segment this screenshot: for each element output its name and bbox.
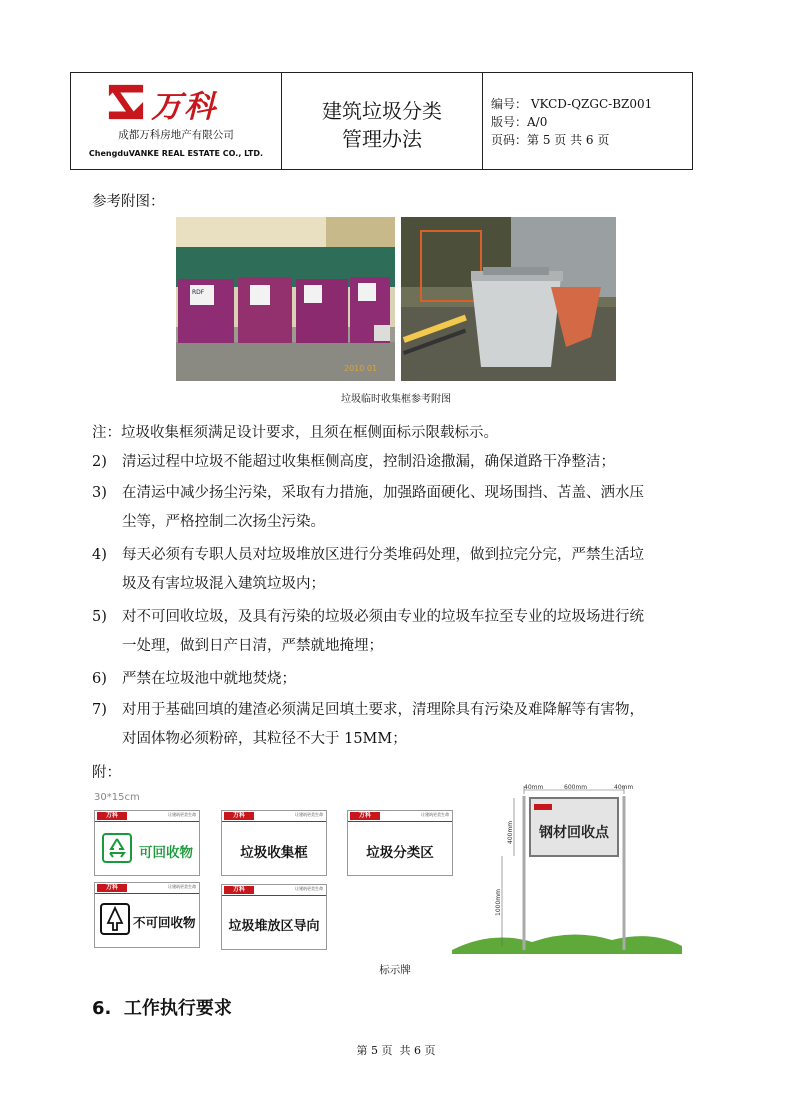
dim-top-right: 40mm [614, 784, 634, 791]
bin-photo-right [401, 217, 616, 381]
photo-timestamp: 2010 01 [344, 364, 378, 373]
title-line-2: 管理办法 [342, 127, 422, 151]
page-footer: 第 5 页 共 6 页 [356, 1044, 436, 1057]
sign-logo: 万科 [97, 884, 127, 892]
section-heading: 6. 工作执行要求 [92, 998, 232, 1019]
vanke-logo-icon [107, 83, 145, 121]
sign-header-text: 让建筑更美生命 [168, 812, 196, 817]
document-header [70, 72, 693, 170]
board-text: 钢材回收点 [539, 825, 609, 841]
item-number: 4) [92, 547, 107, 563]
title-cell [282, 73, 483, 169]
title-line-1: 建筑垃圾分类 [322, 99, 442, 123]
dim-top-mid: 600mm [564, 784, 588, 791]
dim-board-height: 400mm [507, 820, 514, 844]
sign-recyclable [94, 810, 200, 876]
item-line: 对固体物必须粉碎，其粒径不大于 15MM； [122, 731, 407, 747]
meta-cell [483, 73, 692, 169]
item-line: 对不可回收垃圾，及具有污染的垃圾必须由专业的垃圾车拉至专业的垃圾场进行统 [122, 609, 644, 625]
item-number: 5) [92, 609, 107, 625]
dim-pole-height: 1000mm [495, 889, 502, 916]
sign-recyclable-text: 可回收物 [139, 845, 193, 861]
sign-non-recyclable [94, 882, 200, 948]
sign-storage-guide-text: 垃圾堆放区导向 [228, 919, 320, 934]
item-line: 圾及有害垃圾混入建筑垃圾内； [122, 576, 325, 592]
item-line: 严禁在垃圾池中就地焚烧； [122, 671, 296, 687]
sign-collection-frame [221, 810, 327, 876]
item-line: 在清运中减少扬尘污染，采取有力措施，加强路面硬化、现场围挡、苫盖、洒水压 [122, 485, 644, 501]
sign-collection-frame-text: 垃圾收集框 [240, 845, 308, 861]
sign-non-recyclable-text: 不可回收物 [133, 915, 196, 930]
item-number: 6) [92, 671, 107, 687]
company-name-cn: 成都万科房地产有限公司 [118, 129, 234, 141]
sign-header-text: 让建筑更美生命 [168, 884, 196, 889]
sign-sorting-area-text: 垃圾分类区 [366, 845, 434, 861]
reference-label: 参考附图： [92, 194, 165, 210]
item-line: 每天必须有专职人员对垃圾堆放区进行分类堆码处理，做到拉完分完，严禁生活垃 [122, 547, 644, 563]
company-cell [71, 73, 282, 169]
recycle-icon [102, 833, 132, 863]
item-number: 3) [92, 485, 107, 501]
sign-logo: 万科 [224, 812, 254, 820]
logo-text: 万科 [151, 89, 217, 125]
document-code: 编号： VKCD-QZGC-BZ001 [491, 97, 653, 111]
sign-logo: 万科 [350, 812, 380, 820]
sign-logo: 万科 [97, 812, 127, 820]
bin-label-text: RDF [192, 289, 205, 296]
photos-caption: 垃圾临时收集框参考附图 [341, 394, 451, 405]
company-name-en: ChengduVANKE REAL ESTATE CO., LTD. [88, 149, 264, 158]
item-number: 7) [92, 702, 107, 718]
sign-size-label: 30*15cm [94, 792, 140, 803]
sign-header-text: 让建筑更美生命 [421, 812, 449, 817]
bins-photo-left [176, 217, 395, 381]
page-info: 页码：第 5 页 共 6 页 [491, 133, 610, 147]
item-line: 对用于基础回填的建渣必须满足回填土要求，清理除具有污染及难降解等有害物， [122, 702, 644, 718]
signboard-diagram [452, 782, 682, 954]
item-line: 清运过程中垃圾不能超过收集框侧高度，控制沿途撒漏，确保道路干净整洁； [122, 454, 615, 470]
document-version: 版号：A/0 [491, 115, 548, 129]
document-title [282, 97, 482, 153]
sign-sorting-area [347, 810, 453, 876]
sign-logo: 万科 [224, 886, 254, 894]
appendix-label: 附： [92, 765, 121, 781]
item-line: 一处理，做到日产日清，严禁就地掩埋； [122, 638, 383, 654]
sign-header-text: 让建筑更美生命 [295, 812, 323, 817]
tree-icon [100, 903, 130, 935]
sign-storage-guide [221, 884, 327, 950]
signs-caption: 标示牌 [379, 964, 411, 976]
note-text: 注：垃圾收集框须满足设计要求，且须在框侧面标示限载标示。 [92, 425, 498, 441]
dim-top-left: 40mm [524, 784, 544, 791]
item-line: 尘等，严格控制二次扬尘污染。 [122, 514, 325, 530]
sign-header-text: 让建筑更美生命 [295, 886, 323, 891]
item-number: 2) [92, 454, 107, 470]
